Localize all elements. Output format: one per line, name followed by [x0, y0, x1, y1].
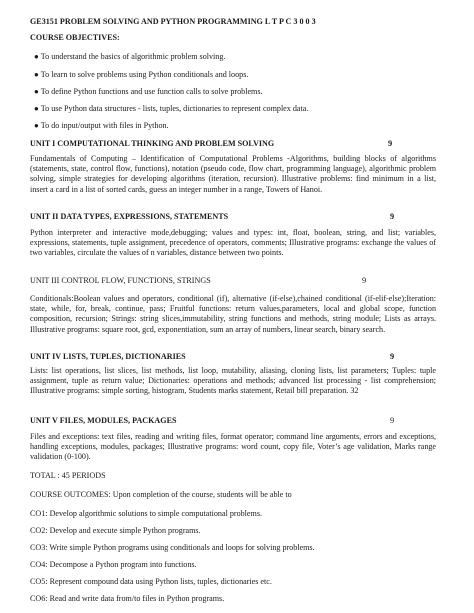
outcomes-heading: COURSE OUTCOMES: Upon completion of the course, students will be able to: [30, 490, 292, 499]
unit-3-periods: 9: [362, 276, 367, 285]
objective-item: ● To understand the basics of algorithmic problem solving.: [34, 52, 226, 61]
unit-4-body: Lists: list operations, list slices, list methods, list loop, mutability, aliasing, cloning lists, list parameters; Tuples: tuple assignment, tuple as return value; Dictionaries: operations and methods; advanced list processing - list comprehension; Illustrative programs: simple sorting, histogram, Students marks statement, Retail bill preparation. 32: [30, 366, 436, 396]
outcome-item: CO3: Write simple Python programs using conditionals and loops for solving problems.: [30, 543, 315, 552]
unit-4-periods: 9: [390, 352, 395, 361]
outcome-item: CO1: Develop algorithmic solutions to simple computational problems.: [30, 509, 262, 518]
unit-5-title: UNIT V FILES, MODULES, PACKAGES: [30, 416, 177, 425]
unit-3-body: Conditionals:Boolean values and operators, conditional (if), alternative (if-else),chained conditional (if-elif-else);Iteration: state, while, for, break, continue, pass; Fruitful functions: return values,parameters, local and global scope, function composition, recursion; Strings: string slices,immutability, string functions and methods, string module; Lists as arrays. Illustrative programs: square root, gcd, exponentiation, sum an array of numbers, linear search, binary search.: [30, 294, 436, 334]
outcome-item: CO5: Represent compound data using Python lists, tuples, dictionaries etc.: [30, 577, 272, 586]
unit-5-body: Files and exceptions: text files, reading and writing files, format operator; command line arguments, errors and exceptions, handling exceptions, modules, packages; Illustrative programs: word count, copy file, Voter’s age validation, Marks range validation (0-100).: [30, 432, 436, 462]
outcome-item: CO2: Develop and execute simple Python programs.: [30, 526, 201, 535]
outcome-item: CO6: Read and write data from/to files in Python programs.: [30, 594, 225, 603]
unit-2-title: UNIT II DATA TYPES, EXPRESSIONS, STATEMENTS: [30, 212, 229, 221]
objective-item: ● To learn to solve problems using Python conditionals and loops.: [34, 70, 249, 79]
objectives-heading: COURSE OBJECTIVES:: [30, 33, 120, 42]
objective-item: ● To use Python data structures - lists, tuples, dictionaries to represent complex data.: [34, 104, 309, 113]
objective-item: ● To define Python functions and use function calls to solve problems.: [34, 87, 263, 96]
unit-1-title: UNIT I COMPUTATIONAL THINKING AND PROBLEM SOLVING: [30, 139, 275, 148]
unit-1-body: Fundamentals of Computing – Identification of Computational Problems -Algorithms, building blocks of algorithms (statements, state, control flow, functions), notation (pseudo code, flow chart, programming language), algorithmic problem solving, simple strategies for developing algorithms (iteration, recursion). Illustrative problems: find minimum in a list, insert a card in a list of sorted cards, guess an integer number in a range, Towers of Hanoi.: [30, 154, 436, 194]
unit-5-periods: 9: [390, 416, 395, 425]
objective-item: ● To do input/output with files in Python.: [34, 121, 169, 130]
course-title: GE3151 PROBLEM SOLVING AND PYTHON PROGRAMMING L T P C 3 0 0 3: [30, 17, 316, 26]
unit-2-periods: 9: [390, 212, 395, 221]
total-periods: TOTAL : 45 PERIODS: [30, 471, 106, 480]
unit-2-body: Python interpreter and interactive mode,debugging; values and types: int, float, boolean, string, and list; variables, expressions, statements, tuple assignment, precedence of operators, comments; Illustrative programs: exchange the values of two variables, circulate the values of n variables, distance between two points.: [30, 228, 436, 258]
unit-4-title: UNIT IV LISTS, TUPLES, DICTIONARIES: [30, 352, 186, 361]
outcome-item: CO4: Decompose a Python program into functions.: [30, 560, 197, 569]
unit-3-title: UNIT III CONTROL FLOW, FUNCTIONS, STRINGS: [30, 276, 211, 285]
unit-1-periods: 9: [388, 139, 393, 148]
